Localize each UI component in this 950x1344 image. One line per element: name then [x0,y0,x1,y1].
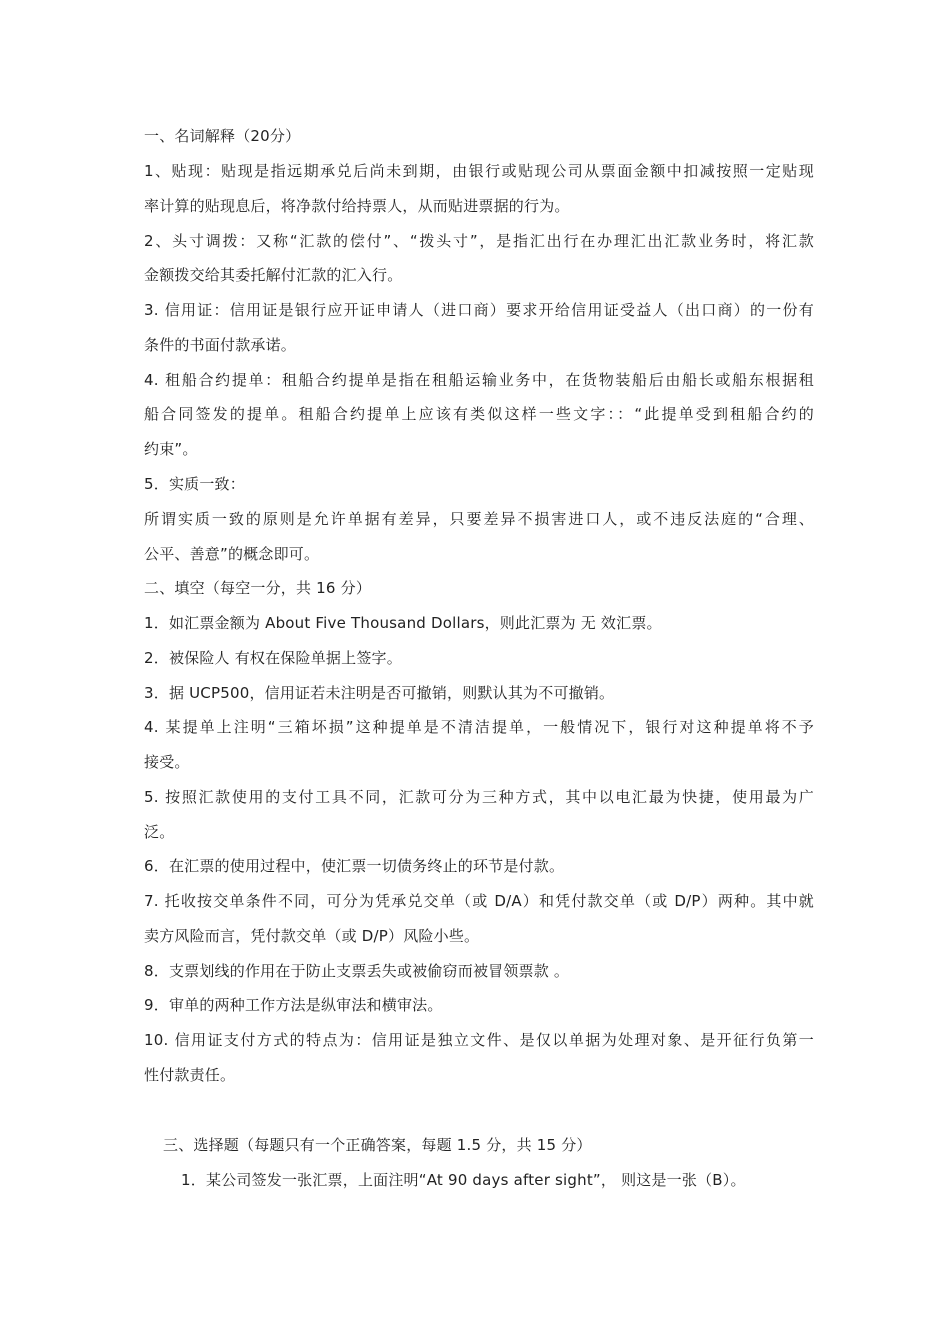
fill-item-6: 6．在汇票的使用过程中，使汇票一切债务终止的环节是付款。 [144,857,565,875]
fill-item-10-line-2: 性付款责任。 [144,1066,236,1084]
fill-item-7-line-2: 卖方风险而言，凭付款交单（或 D/P）风险小些。 [144,927,480,945]
glossary-item-2-line-1: 2、头寸调拨：又称“汇款的偿付”、“拨头寸”，是指汇出行在办理汇出汇款业务时，将汇款 [144,232,814,250]
fill-item-5-line-2: 泛。 [144,823,175,841]
fill-item-9: 9．审单的两种工作方法是纵审法和横审法。 [144,996,443,1014]
fill-item-4-line-1: 4. 某提单上注明“三箱坏损”这种提单是不清洁提单，一般情况下，银行对这种提单将不予 [144,718,814,736]
glossary-item-5-line-1: 5．实质一致： [144,475,245,493]
choice-item-1: 1．某公司签发一张汇票，上面注明“At 90 days after sight”， 则这是一张（B）。 [181,1171,746,1189]
glossary-item-4-line-3: 约束”。 [144,440,198,458]
glossary-item-1-line-1: 1、贴现：贴现是指远期承兑后尚未到期，由银行或贴现公司从票面金额中扣减按照一定贴现 [144,162,814,180]
glossary-item-1-line-2: 率计算的贴现息后，将净款付给持票人，从而贴进票据的行为。 [144,197,570,215]
glossary-item-3-line-2: 条件的书面付款承诺。 [144,336,297,354]
glossary-item-2-line-2: 金额拨交给其委托解付汇款的汇入行。 [144,266,403,284]
section-heading-multiple-choice: 三、选择题（每题只有一个正确答案，每题 1.5 分，共 15 分） [163,1136,592,1154]
glossary-item-3-line-1: 3. 信用证：信用证是银行应开证申请人（进口商）要求开给信用证受益人（出口商）的一份有 [144,301,814,319]
section-heading-glossary: 一、名词解释（20分） [144,127,301,145]
glossary-item-4-line-2: 船合同签发的提单。租船合约提单上应该有类似这样一些文字：：“此提单受到租船合约的 [144,405,814,423]
fill-item-4-line-2: 接受。 [144,753,190,771]
section-heading-fill-blank: 二、填空（每空一分，共 16 分） [144,579,372,597]
glossary-item-4-line-1: 4. 租船合约提单：租船合约提单是指在租船运输业务中，在货物装船后由船长或船东根据租 [144,371,814,389]
glossary-item-5-line-3: 公平、善意”的概念即可。 [144,545,320,563]
fill-item-7-line-1: 7. 托收按交单条件不同，可分为凭承兑交单（或 D/A）和凭付款交单（或 D/P）两种。其中就 [144,892,814,910]
fill-item-2: 2．被保险人 有权在保险单据上签字。 [144,649,402,667]
fill-item-5-line-1: 5. 按照汇款使用的支付工具不同，汇款可分为三种方式，其中以电汇最为快捷，使用最为广 [144,788,814,806]
fill-item-10-line-1: 10. 信用证支付方式的特点为：信用证是独立文件、是仅以单据为处理对象、是开征行负第一 [144,1031,814,1049]
fill-item-8: 8．支票划线的作用在于防止支票丢失或被偷窃而被冒领票款 。 [144,962,570,980]
fill-item-3: 3．据 UCP500，信用证若未注明是否可撤销，则默认其为不可撤销。 [144,684,615,702]
fill-item-1: 1．如汇票金额为 About Five Thousand Dollars，则此汇票为 无 效汇票。 [144,614,662,632]
glossary-item-5-line-2: 所谓实质一致的原则是允许单据有差异，只要差异不损害进口人，或不违反法庭的“合理、 [144,510,814,528]
